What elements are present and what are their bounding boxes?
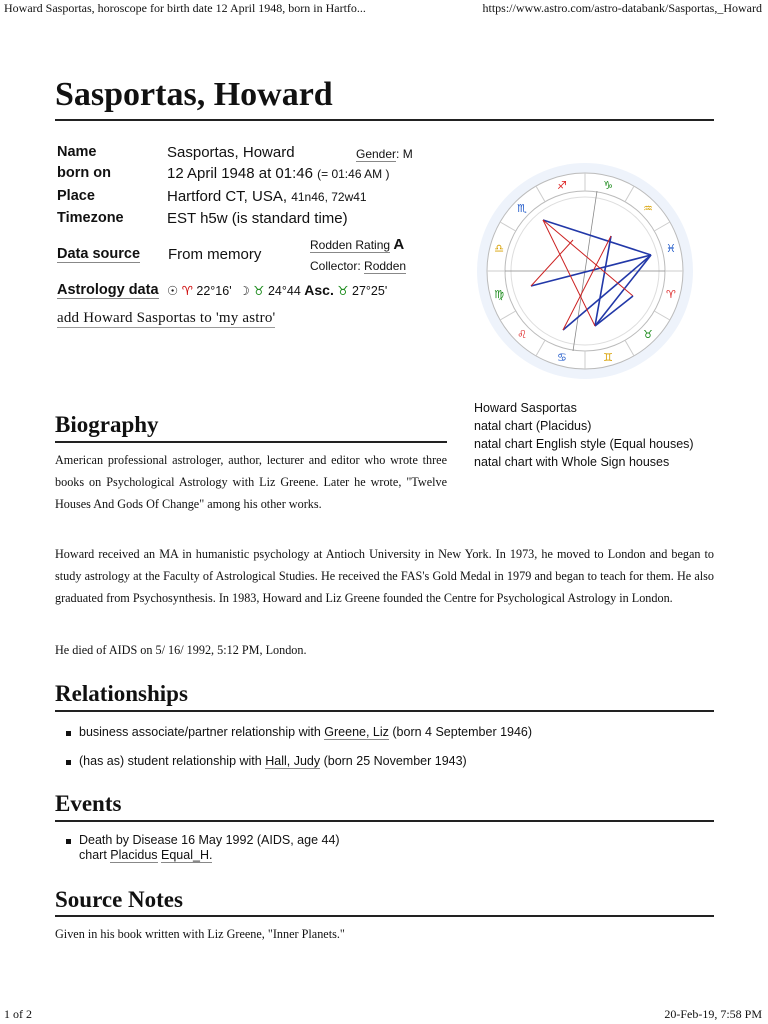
astrology-data-values: [167, 282, 387, 298]
relationships-divider: [55, 710, 714, 712]
page-title: Sasportas, Howard: [55, 76, 333, 113]
rodden-rating: [310, 236, 404, 253]
event-text: Death by Disease 16 May 1992 (AIDS, age 44): [79, 833, 340, 847]
print-timestamp: 20-Feb-19, 7:58 PM: [664, 1007, 762, 1021]
relationship-born: (born 25 November 1943): [320, 754, 467, 768]
moon-icon: ☽: [238, 283, 250, 298]
add-to-my-astro-link[interactable]: add Howard Sasportas to 'my astro': [57, 310, 276, 326]
relationship-text: (has as) student relationship with: [79, 754, 266, 768]
chart-link-placidus[interactable]: natal chart (Placidus): [474, 419, 592, 433]
place-label: Place: [57, 188, 95, 204]
zodiac-sign-icon: ♐: [557, 179, 567, 193]
zodiac-sign-icon: ♓: [666, 241, 676, 255]
event-chart-placidus-link[interactable]: Placidus: [110, 848, 158, 862]
gender-separator: :: [396, 147, 400, 161]
timezone-label: Timezone: [57, 210, 124, 226]
ascendant-degree: 27°25': [352, 284, 388, 298]
timezone-value: EST h5w (is standard time): [167, 210, 348, 227]
aries-icon: ♈: [181, 283, 193, 298]
relationship-link-hall[interactable]: Hall, Judy: [265, 754, 321, 768]
zodiac-sign-icon: ♑: [603, 179, 613, 193]
sun-icon: ☉: [167, 283, 179, 298]
ascendant-label: Asc.: [304, 282, 334, 298]
biography-heading: Biography: [55, 412, 159, 437]
moon-degree: 24°44: [267, 284, 301, 298]
data-source-label: Data source: [57, 246, 141, 262]
born-time-small: (= 01:46 AM ): [317, 167, 390, 181]
gender-label-link[interactable]: Gender: [356, 147, 397, 161]
zodiac-sign-icon: ♈: [666, 288, 676, 302]
list-item: [55, 725, 714, 739]
born-label: born on: [57, 165, 111, 181]
taurus-icon: ♉: [253, 283, 265, 298]
event-chart-equal-link[interactable]: Equal_H.: [161, 848, 213, 862]
born-date: 12 April 1948 at 01:46: [167, 165, 313, 182]
relationship-text: business associate/partner relationship with: [79, 725, 325, 739]
place-coords: 41n46, 72w41: [291, 190, 367, 204]
biography-paragraph-3: He died of AIDS on 5/ 16/ 1992, 5:12 PM, London.: [55, 643, 307, 657]
relationship-born: (born 4 September 1946): [388, 725, 533, 739]
gender-value: M: [402, 147, 413, 161]
rodden-rating-link[interactable]: Rodden Rating: [310, 238, 391, 252]
zodiac-sign-icon: ♋: [557, 350, 567, 364]
events-heading: Events: [55, 791, 122, 816]
name-value: Sasportas, Howard: [167, 144, 295, 161]
source-notes-text: Given in his book written with Liz Greene, "Inner Planets.": [55, 927, 345, 941]
title-divider: [55, 119, 714, 121]
zodiac-sign-icon: ♌: [517, 327, 528, 341]
list-item: [55, 754, 714, 768]
zodiac-sign-icon: ♉: [642, 327, 653, 341]
place-value: [167, 188, 367, 205]
rodden-rating-value: A: [393, 236, 405, 253]
biography-paragraph-2: Howard received an MA in humanistic psychology at Antioch University in New York. In 1973, he moved to London and began to study astrology at the Faculty of Astrological Studies. He received the FAS's Gold Medal in 1979 and began to teach for them. He also graduated from Psychosynthesis. In 1983, Howard and Liz Greene founded the Centre for Psychological Astrology in London.: [55, 547, 714, 605]
collector-link[interactable]: Rodden: [364, 259, 407, 273]
gender-field: [356, 147, 413, 161]
relationship-link-greene[interactable]: Greene, Liz: [324, 725, 389, 739]
zodiac-sign-icon: ♏: [517, 202, 528, 216]
source-notes-divider: [55, 915, 714, 917]
page-number: 1 of 2: [4, 1007, 32, 1021]
event-chart-label: chart: [79, 848, 107, 862]
biography-divider: [55, 441, 447, 443]
chart-link-whole-sign[interactable]: natal chart with Whole Sign houses: [474, 455, 670, 469]
sun-degree: 22°16': [196, 284, 232, 298]
taurus-icon: ♉: [337, 283, 349, 298]
browser-url: https://www.astro.com/astro-databank/Sasportas,_Howard: [482, 1, 762, 15]
relationships-heading: Relationships: [55, 681, 188, 706]
chart-link-equal-houses[interactable]: natal chart English style (Equal houses): [474, 437, 694, 451]
collector-label: Collector:: [310, 259, 361, 273]
relationships-list: [55, 725, 714, 782]
name-label: Name: [57, 144, 97, 160]
biography-paragraph-1: American professional astrologer, author, lecturer and editor who wrote three books on Psychological Astrology with Liz Greene. Later he wrote, "Twelve Houses And Gods Of Change" among his other works.: [55, 453, 447, 511]
born-value: [167, 165, 390, 182]
natal-chart-wheel[interactable]: [473, 158, 698, 383]
events-divider: [55, 820, 714, 822]
list-item: [55, 833, 714, 862]
collector: [310, 259, 406, 273]
zodiac-sign-icon: ♎: [494, 241, 504, 255]
chart-caption: [474, 399, 694, 471]
zodiac-sign-icon: ♍: [494, 288, 504, 302]
astrology-data-link[interactable]: Astrology data: [57, 282, 159, 298]
source-notes-heading: Source Notes: [55, 887, 183, 912]
place-name: Hartford CT, USA,: [167, 188, 288, 205]
browser-page-title: Howard Sasportas, horoscope for birth date 12 April 1948, born in Hartfo...: [4, 1, 366, 15]
chart-caption-name: Howard Sasportas: [474, 401, 577, 415]
data-source-value: From memory: [168, 246, 262, 263]
events-list: [55, 833, 714, 876]
zodiac-sign-icon: ♒: [642, 202, 653, 216]
event-chart-links: [79, 848, 714, 862]
zodiac-sign-icon: ♊: [603, 350, 613, 364]
